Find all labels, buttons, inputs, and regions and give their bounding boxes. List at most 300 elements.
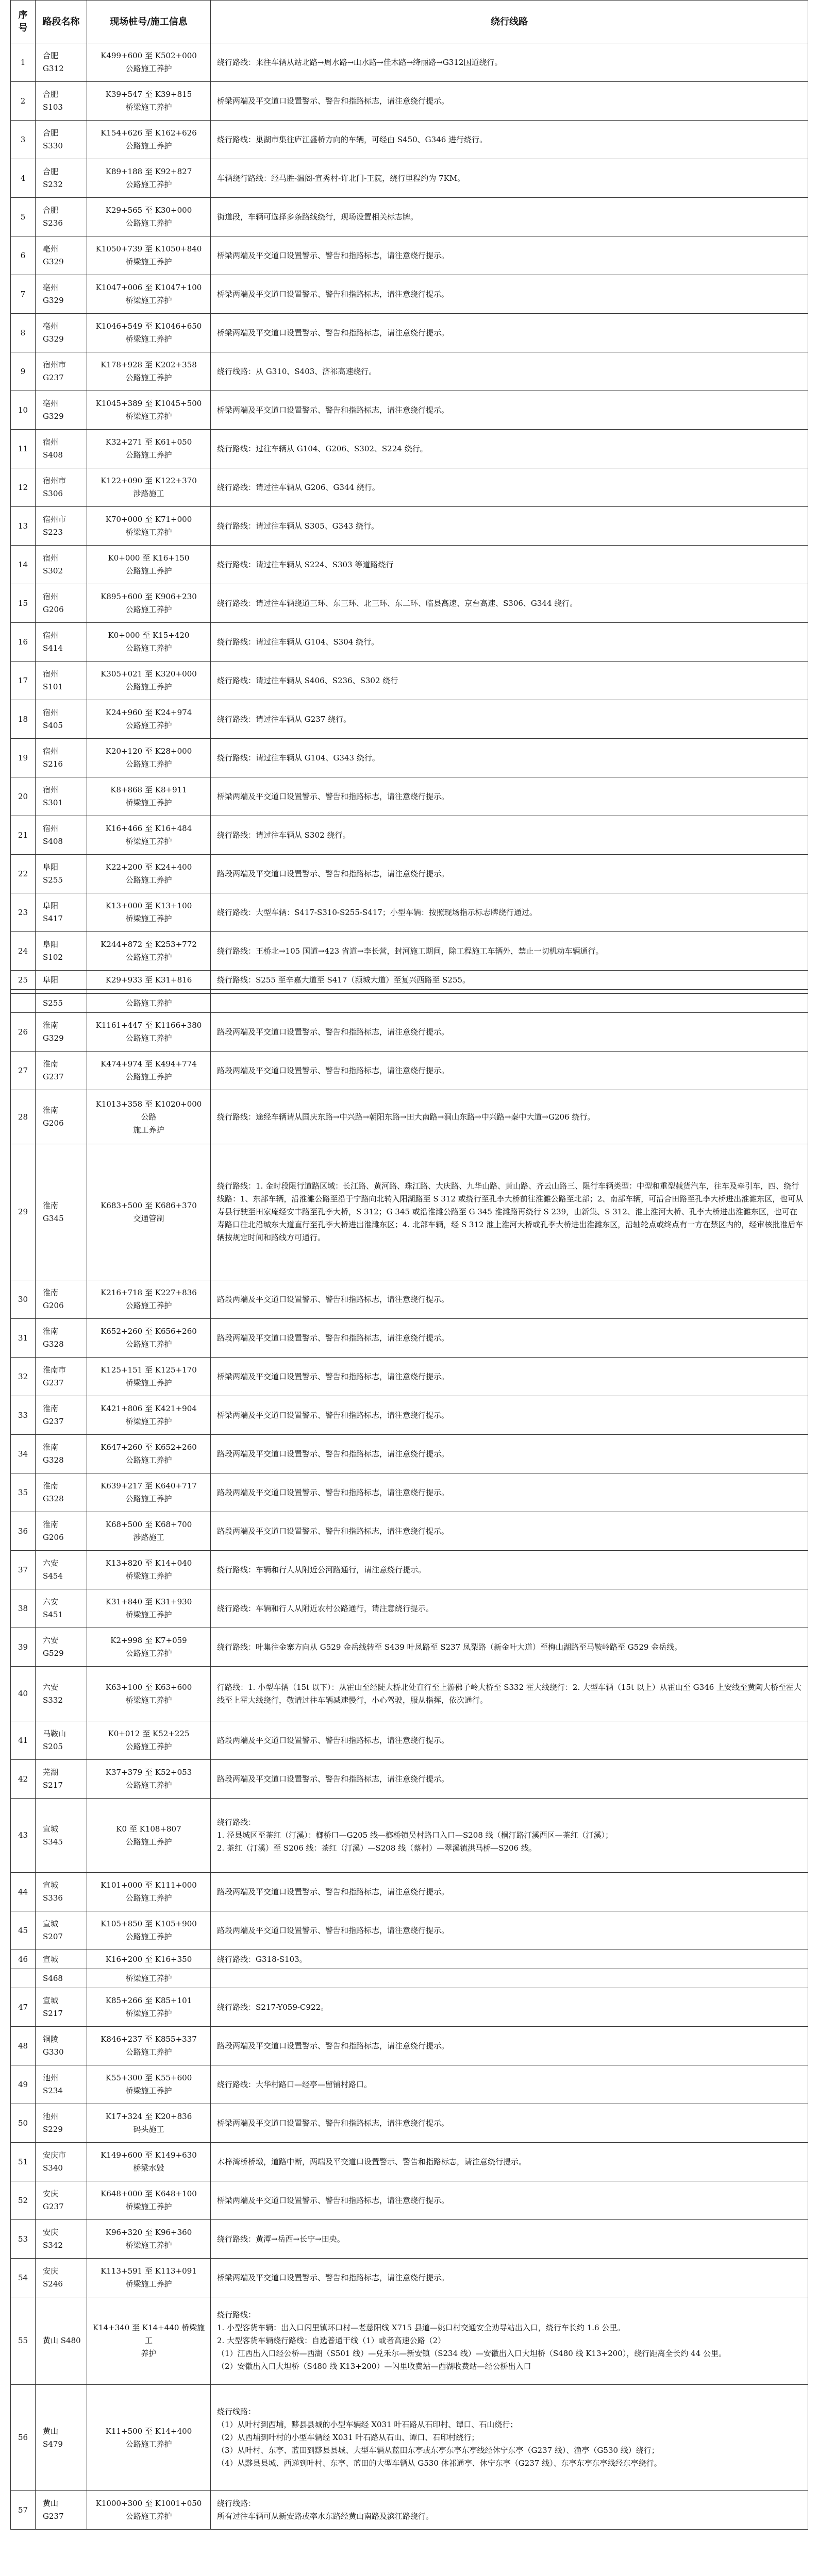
road-section-line: 池州 — [43, 2073, 59, 2082]
site-info-cell — [87, 546, 211, 584]
seq-cell: 6 — [11, 236, 36, 275]
site-info-cell — [87, 623, 211, 662]
detour-route-cell: 路段两端及平交道口设置警示、警告和指路标志，请注意绕行提示。 — [211, 1013, 808, 1052]
road-section-cell — [36, 2104, 87, 2143]
detour-route-cell: 绕行路线：叶集往金寨方向从 G529 金岳线转至 S439 叶凤路至 S237 凤梨路（新金叶大道）至梅山湖路至马鞍岭路至 G529 金岳线。 — [211, 1628, 808, 1667]
table-row — [11, 1090, 808, 1144]
road-section-line: 宿州 — [43, 669, 59, 679]
road-section-line: S468 — [43, 1973, 63, 1983]
site-info-cell — [87, 1988, 211, 2027]
detour-route-cell — [211, 1969, 808, 1988]
site-info-line: 桥梁施工养护 — [125, 837, 172, 846]
site-info-line: K13+000 至 K13+100 — [105, 901, 192, 910]
table-row — [11, 2259, 808, 2297]
seq-cell: 31 — [11, 1319, 36, 1358]
site-info-line: K16+200 至 K16+350 — [105, 1954, 192, 1964]
road-section-line: G206 — [43, 1533, 64, 1542]
road-section-line: S236 — [43, 218, 63, 228]
table-row — [11, 1667, 808, 1721]
road-section-line: 六安 — [43, 1558, 59, 1568]
seq-cell: 12 — [11, 468, 36, 507]
road-section-cell — [36, 700, 87, 739]
seq-cell: 39 — [11, 1628, 36, 1667]
road-section-cell — [36, 1628, 87, 1667]
site-info-line: 公路施工养护 — [125, 373, 172, 382]
site-info-cell — [87, 2027, 211, 2065]
table-row — [11, 700, 808, 739]
seq-cell: 41 — [11, 1721, 36, 1760]
site-info-line: 桥梁施工养护 — [125, 798, 172, 807]
site-info-cell — [87, 662, 211, 700]
site-info-line: 公路施工养护 — [125, 682, 172, 691]
site-info-line: K647+260 至 K652+260 — [101, 1443, 197, 1452]
site-info-line: 码头施工 — [133, 2125, 164, 2134]
road-section-line: 宿州市 — [43, 476, 66, 485]
site-info-cell — [87, 391, 211, 430]
road-section-line: G206 — [43, 1301, 64, 1310]
road-section-line: S255 — [43, 998, 63, 1008]
site-info-line: 公路施工养护 — [125, 64, 172, 73]
road-section-line: 淮南 — [43, 1288, 59, 1297]
road-section-line: S417 — [43, 914, 63, 923]
road-section-cell — [36, 893, 87, 932]
road-section-line: S301 — [43, 798, 63, 807]
road-section-line: G312 — [43, 64, 64, 73]
road-section-cell — [36, 1911, 87, 1950]
seq-cell: 35 — [11, 1473, 36, 1512]
road-section-line: S330 — [43, 141, 63, 150]
road-section-cell — [36, 2181, 87, 2220]
site-info-line: K20+120 至 K28+000 — [105, 747, 192, 756]
road-section-line: S479 — [43, 2439, 63, 2449]
site-info-cell — [87, 1667, 211, 1721]
road-section-line: S217 — [43, 2009, 63, 2018]
site-info-line: K178+928 至 K202+358 — [101, 360, 197, 369]
seq-cell: 22 — [11, 855, 36, 893]
road-section-line: S246 — [43, 2279, 63, 2289]
road-section-cell — [36, 546, 87, 584]
road-section-line: S207 — [43, 1932, 63, 1941]
table-row — [11, 314, 808, 352]
site-info-cell — [87, 932, 211, 971]
road-section-line: 合肥 — [43, 90, 59, 99]
road-section-line: 宿州 — [43, 553, 59, 563]
site-info-line: K22+200 至 K24+400 — [105, 862, 192, 872]
seq-cell: 33 — [11, 1396, 36, 1435]
table-row — [11, 275, 808, 314]
road-section-line: G329 — [43, 257, 64, 266]
site-info-line: 公路施工养护 — [125, 605, 172, 614]
road-section-line: 阜阳 — [43, 940, 59, 949]
road-section-line: 淮南 — [43, 1059, 59, 1069]
road-section-line: S451 — [43, 1610, 63, 1619]
road-section-line: 宿州 — [43, 708, 59, 717]
detour-route-cell: 绕行路线： 1. 小型客货车辆：出入口闪里镇环口村—老慈阳线 X715 县道—姚口村交通安全劝导站出入口，绕行车长约 1.6 公里。 2. 大型客货车辆绕行路线：自选普通干线（1）或者高速公路（2） （1）江西出入口经公桥—西湖（S501 线）—兑禾尔—新安镇（S234 线）—安徽出入口大坦桥（S480 线 K13+200），绕行距离全长约 44 公里。 （2）安徽出入口大坦桥（S480 线 K13+200）—闪里收费站—西湖收费站—经公桥出入口 — [211, 2297, 808, 2385]
site-info-line: K1050+739 至 K1050+840 — [95, 244, 202, 253]
table-row — [11, 1052, 808, 1090]
road-section-line: S232 — [43, 180, 63, 189]
table-row — [11, 994, 808, 1013]
road-section-line: 宿州 — [43, 785, 59, 794]
table-row — [11, 1396, 808, 1435]
site-info-cell — [87, 1013, 211, 1052]
table-row — [11, 1144, 808, 1280]
road-section-cell — [36, 1435, 87, 1473]
road-section-line: 淮南 — [43, 1443, 59, 1452]
road-section-cell — [36, 159, 87, 198]
site-info-line: K305+021 至 K320+000 — [101, 669, 197, 679]
road-section-cell — [36, 198, 87, 236]
detour-route-cell: 桥梁两端及平交道口设置警示、警告和指路标志，请注意绕行提示。 — [211, 236, 808, 275]
road-section-line: S306 — [43, 489, 63, 498]
road-section-line: S332 — [43, 1695, 63, 1705]
site-info-line: 公路施工养护 — [125, 1072, 172, 1081]
road-section-cell — [36, 2491, 87, 2530]
seq-cell: 3 — [11, 121, 36, 159]
site-info-line: K846+237 至 K855+337 — [101, 2035, 197, 2044]
road-section-line: 亳州 — [43, 283, 59, 292]
table-row — [11, 1473, 808, 1512]
seq-cell: 37 — [11, 1551, 36, 1589]
site-info-line: 桥梁施工养护 — [125, 1695, 172, 1705]
road-section-cell — [36, 1950, 87, 1969]
detour-route-cell: 绕行路线：请过往车辆从 G237 绕行。 — [211, 700, 808, 739]
site-info-line: 桥梁施工养护 — [125, 257, 172, 266]
detour-route-cell: 绕行路线：请过往车辆从 S224、S303 等道路绕行 — [211, 546, 808, 584]
site-info-line: K24+960 至 K24+974 — [105, 708, 192, 717]
site-info-line: 公路施工养护 — [125, 218, 172, 228]
table-row — [11, 1435, 808, 1473]
road-section-cell — [36, 584, 87, 623]
road-section-cell — [36, 1013, 87, 1052]
site-info-line: 桥梁施工养护 — [125, 103, 172, 112]
road-section-line: G329 — [43, 412, 64, 421]
road-section-cell — [36, 2297, 87, 2385]
table-row — [11, 1013, 808, 1052]
detour-route-cell: 绕行路线：大华村路口—经亭—留铺村路口。 — [211, 2065, 808, 2104]
road-section-cell — [36, 430, 87, 468]
detour-route-cell: 绕行路线：大型车辆：S417-S310-S255-S417；小型车辆：按照现场指示标志牌绕行通过。 — [211, 893, 808, 932]
site-info-cell — [87, 855, 211, 893]
site-info-cell — [87, 82, 211, 121]
road-section-line: 宿州 — [43, 631, 59, 640]
table-row — [11, 2297, 808, 2385]
table-row — [11, 816, 808, 855]
site-info-cell — [87, 816, 211, 855]
road-section-line: G345 — [43, 1213, 64, 1223]
detour-route-cell: 绕行路线：车辆和行人从附近农村公路通行，请注意绕行提示。 — [211, 1589, 808, 1628]
seq-cell — [11, 1969, 36, 1988]
site-info-cell — [87, 314, 211, 352]
seq-cell: 10 — [11, 391, 36, 430]
site-info-cell — [87, 2143, 211, 2181]
site-info-line: K70+000 至 K71+000 — [105, 515, 192, 524]
site-info-line: K89+188 至 K92+827 — [105, 167, 192, 176]
site-info-cell — [87, 468, 211, 507]
seq-cell: 28 — [11, 1090, 36, 1144]
site-info-cell — [87, 507, 211, 546]
table-row — [11, 2181, 808, 2220]
road-section-cell — [36, 662, 87, 700]
site-info-line: 公路施工养护 — [125, 1649, 172, 1658]
site-info-line: K32+271 至 K61+050 — [105, 437, 192, 447]
road-section-line: 铜陵 — [43, 2035, 59, 2044]
road-section-cell — [36, 1799, 87, 1873]
road-section-line: 亳州 — [43, 399, 59, 408]
detour-route-cell: 绕行路线：1. 金时段限行道路区域：长江路、黄河路、珠江路、大庆路、九华山路、黄山路、齐云山路三、限行车辆类型：中型和重型载货汽车，往车及牵引车，四、绕行线路：1、东部车辆，沿淮濉公路至沿于宁路向北转入阳湖路至 S 312 或绕行至孔李大桥前往淮濉公路至北部；2、南部车辆，可沿合田路至孔李大桥进出淮濉东区，也可从寿县行驶至田家庵经安丰路至孔李大桥，S 312；G 345 或沿淮濉公路至 G 345 淮濉路再绕行 S 239，由新集、S 312、淮上淮河大桥、孔李大桥进出淮濉东区，也可在寿路口往北沿城东大道直行至孔李大桥进出淮濉东区；4. 北部车辆，经 S 312 淮上淮河大桥或孔李大桥进出淮濉东区，沿轴轮点或终点有一方在禁区内的，经审核批准后车辆按规定时间和路线方可通行。 — [211, 1144, 808, 1280]
road-section-line: 宣城 — [43, 1824, 59, 1834]
road-section-line: 安庆 — [43, 2266, 59, 2276]
road-section-line: 安庆 — [43, 2189, 59, 2198]
seq-cell: 27 — [11, 1052, 36, 1090]
table-row — [11, 82, 808, 121]
road-section-cell — [36, 1988, 87, 2027]
detour-route-cell: 桥梁两端及平交道口设置警示、警告和指路标志，请注意绕行提示。 — [211, 391, 808, 430]
site-info-line: 公路施工养护 — [125, 759, 172, 769]
site-info-cell — [87, 893, 211, 932]
table-row — [11, 1799, 808, 1873]
detour-route-cell — [211, 994, 808, 1013]
road-section-line: 芜湖 — [43, 1768, 59, 1777]
table-row — [11, 623, 808, 662]
road-section-line: S405 — [43, 721, 63, 730]
road-section-line: 合肥 — [43, 128, 59, 138]
site-info-line: 公路施工养护 — [125, 1837, 172, 1846]
seq-cell: 36 — [11, 1512, 36, 1551]
detour-route-cell: 桥梁两端及平交道口设置警示、警告和指路标志，请注意绕行提示。 — [211, 2104, 808, 2143]
detour-route-cell: 路段两端及平交道口设置警示、警告和指路标志，请注意绕行提示。 — [211, 1473, 808, 1512]
road-section-cell — [36, 2065, 87, 2104]
road-section-cell — [36, 352, 87, 391]
site-info-line: 公路施工养护 — [125, 2047, 172, 2057]
road-section-cell — [36, 275, 87, 314]
site-info-line: 施工养护 — [133, 1125, 164, 1134]
site-info-line: K1000+300 至 K1001+050 — [95, 2499, 202, 2508]
table-row — [11, 1969, 808, 1988]
detour-route-cell: 绕行路线：途经车辆请从国庆东路→中兴路→朝阳东路→田大南路→洞山东路→中兴路→秦中大道→G206 绕行。 — [211, 1090, 808, 1144]
site-info-line: K122+090 至 K122+370 — [101, 476, 197, 485]
table-row — [11, 1760, 808, 1799]
site-info-line: K68+500 至 K68+700 — [105, 1520, 192, 1529]
site-info-cell — [87, 990, 211, 994]
seq-cell: 8 — [11, 314, 36, 352]
site-info-line: 公路施工养护 — [125, 721, 172, 730]
road-section-line: 亳州 — [43, 244, 59, 253]
table-row — [11, 2104, 808, 2143]
detour-table — [10, 0, 808, 2530]
site-info-line: K29+933 至 K31+816 — [105, 975, 192, 985]
seq-cell: 45 — [11, 1911, 36, 1950]
seq-cell: 56 — [11, 2385, 36, 2491]
site-info-line: K0+000 至 K15+420 — [108, 631, 190, 640]
site-info-line: 桥梁施工养护 — [125, 2241, 172, 2250]
road-section-line: 宿州 — [43, 437, 59, 447]
road-section-line: S302 — [43, 566, 63, 575]
site-info-line: 桥梁施工养护 — [125, 334, 172, 344]
site-info-cell — [87, 198, 211, 236]
road-section-line: 宣城 — [43, 1919, 59, 1928]
table-row — [11, 739, 808, 777]
seq-cell: 7 — [11, 275, 36, 314]
road-section-cell — [36, 2027, 87, 2065]
detour-route-cell: 木梓湾桥桥墩，道路中断，两端及平交道口设置警示、警告和指路标志，请注意绕行提示。 — [211, 2143, 808, 2181]
road-section-line: G237 — [43, 1378, 64, 1387]
road-section-line: 宿州市 — [43, 360, 66, 369]
site-info-cell — [87, 2181, 211, 2220]
site-info-cell — [87, 1052, 211, 1090]
seq-cell: 29 — [11, 1144, 36, 1280]
road-section-line: S340 — [43, 2163, 63, 2173]
detour-route-cell: 绕行路线：S255 至辛嘉大道至 S417（颍城大道）至复兴西路至 S255。 — [211, 971, 808, 990]
road-section-line: G237 — [43, 2202, 64, 2211]
table-row — [11, 2065, 808, 2104]
detour-route-cell — [211, 990, 808, 994]
site-info-cell — [87, 1396, 211, 1435]
site-info-cell — [87, 971, 211, 990]
site-info-line: 公路施工养护 — [125, 1893, 172, 1903]
site-info-cell — [87, 1911, 211, 1950]
seq-cell: 50 — [11, 2104, 36, 2143]
site-info-line: 公路施工养护 — [125, 875, 172, 885]
seq-cell: 11 — [11, 430, 36, 468]
site-info-line: 公路施工养护 — [125, 1455, 172, 1465]
road-section-cell — [36, 82, 87, 121]
table-row — [11, 1589, 808, 1628]
site-info-line: 养护 — [141, 2349, 157, 2358]
site-info-line: K1045+389 至 K1045+500 — [95, 399, 202, 408]
table-row — [11, 1988, 808, 2027]
detour-route-cell: 绕行线路： 所有过往车辆可从新安路或率水东路经黄山南路及滨江路绕行。 — [211, 2491, 808, 2530]
seq-cell: 38 — [11, 1589, 36, 1628]
table-row — [11, 121, 808, 159]
road-section-line: S101 — [43, 682, 63, 691]
seq-cell: 48 — [11, 2027, 36, 2065]
site-info-cell — [87, 1280, 211, 1319]
site-info-line: 公路施工养护 — [125, 1033, 172, 1043]
road-section-cell — [36, 314, 87, 352]
road-section-line: 宣城 — [43, 1880, 59, 1890]
road-section-line: G329 — [43, 334, 64, 344]
table-row — [11, 2027, 808, 2065]
site-info-line: K648+000 至 K648+100 — [101, 2189, 197, 2198]
detour-route-cell: 绕行路线：请过往车辆从 S305、G343 绕行。 — [211, 507, 808, 546]
site-info-line: 公路施工养护 — [125, 2439, 172, 2449]
seq-cell: 32 — [11, 1358, 36, 1396]
road-section-line: G328 — [43, 1455, 64, 1465]
site-info-line: 公路施工养护 — [125, 2512, 172, 2521]
site-info-cell — [87, 1319, 211, 1358]
road-section-line: G206 — [43, 605, 64, 614]
seq-cell: 23 — [11, 893, 36, 932]
site-info-line: 公路施工养护 — [125, 450, 172, 460]
site-info-line: K11+500 至 K14+400 — [105, 2426, 192, 2436]
table-row — [11, 507, 808, 546]
site-info-line: K113+591 至 K113+091 — [101, 2266, 197, 2276]
detour-route-cell: 绕行路线：S217-Y059-C922。 — [211, 1988, 808, 2027]
road-section-cell — [36, 1358, 87, 1396]
site-info-cell — [87, 1799, 211, 1873]
detour-route-cell: 绕行路线：车辆和行人从附近公河路通行，请注意绕行提示。 — [211, 1551, 808, 1589]
detour-route-cell: 桥梁两端及平交道口设置警示、警告和指路标志，请注意绕行提示。 — [211, 2181, 808, 2220]
road-section-line: 宣城 — [43, 1954, 59, 1964]
site-info-line: 公路施工养护 — [125, 141, 172, 150]
site-info-line: K55+300 至 K55+600 — [105, 2073, 192, 2082]
road-section-cell — [36, 1396, 87, 1435]
road-section-line: S336 — [43, 1893, 63, 1903]
road-section-cell — [36, 855, 87, 893]
site-info-cell — [87, 1969, 211, 1988]
header-seq: 序号 — [11, 1, 36, 43]
site-info-cell — [87, 2220, 211, 2259]
site-info-line: K244+872 至 K253+772 — [101, 940, 197, 949]
detour-route-cell: 路段两端及平交道口设置警示、警告和指路标志，请注意绕行提示。 — [211, 855, 808, 893]
site-info-line: K0 至 K108+807 — [116, 1824, 181, 1834]
road-section-cell — [36, 1873, 87, 1911]
road-section-line: G329 — [43, 1033, 64, 1043]
site-info-line: 桥梁施工养护 — [125, 914, 172, 923]
road-section-line: 阜阳 — [43, 901, 59, 910]
road-section-cell — [36, 2259, 87, 2297]
seq-cell: 57 — [11, 2491, 36, 2530]
site-info-line: K1047+006 至 K1047+100 — [95, 283, 202, 292]
site-info-line: K29+565 至 K30+000 — [105, 206, 192, 215]
seq-cell: 24 — [11, 932, 36, 971]
table-row — [11, 990, 808, 994]
table-row — [11, 2143, 808, 2181]
road-section-line: G237 — [43, 373, 64, 382]
seq-cell: 34 — [11, 1435, 36, 1473]
road-section-line: S342 — [43, 2241, 63, 2250]
road-section-line: 黄山 — [43, 2499, 59, 2508]
site-info-line: 桥梁水毁 — [133, 2163, 164, 2173]
site-info-cell — [87, 1358, 211, 1396]
site-info-cell — [87, 121, 211, 159]
site-info-line: K154+626 至 K162+626 — [101, 128, 197, 138]
site-info-cell — [87, 1551, 211, 1589]
site-info-line: 公路施工养护 — [125, 998, 172, 1008]
seq-cell: 4 — [11, 159, 36, 198]
site-info-line: 公路施工养护 — [125, 1742, 172, 1751]
site-info-line: 公路施工养护 — [125, 180, 172, 189]
seq-cell: 2 — [11, 82, 36, 121]
table-header-row — [11, 1, 808, 43]
seq-cell: 46 — [11, 1950, 36, 1969]
road-section-line: S345 — [43, 1837, 63, 1846]
site-info-line: 公路施工养护 — [125, 953, 172, 962]
site-info-line: 桥梁施工养护 — [125, 528, 172, 537]
detour-route-cell: 绕行路线：来往车辆从站北路→周水路→山水路→佳木路→绛丽路→G312国道绕行。 — [211, 43, 808, 82]
road-section-line: 宿州 — [43, 592, 59, 601]
road-section-line: 安庆市 — [43, 2150, 66, 2160]
road-section-line: G330 — [43, 2047, 64, 2057]
site-info-line: K16+466 至 K16+484 — [105, 824, 192, 833]
detour-route-cell: 桥梁两端及平交道口设置警示、警告和指路标志，请注意绕行提示。 — [211, 1396, 808, 1435]
table-row — [11, 1280, 808, 1319]
road-section-line: 六安 — [43, 1636, 59, 1645]
detour-route-cell: 绕行路线：G318-S103。 — [211, 1950, 808, 1969]
seq-cell: 55 — [11, 2297, 36, 2385]
table-row — [11, 1512, 808, 1551]
detour-route-cell: 绕行路线：过往车辆从 G104、G206、S302、S224 绕行。 — [211, 430, 808, 468]
road-section-line: 黄山 — [43, 2426, 59, 2436]
road-section-line: 合肥 — [43, 167, 59, 176]
seq-cell: 43 — [11, 1799, 36, 1873]
site-info-line: 公路施工养护 — [125, 1340, 172, 1349]
seq-cell: 13 — [11, 507, 36, 546]
site-info-cell — [87, 2259, 211, 2297]
seq-cell — [11, 994, 36, 1013]
seq-cell: 47 — [11, 1988, 36, 2027]
